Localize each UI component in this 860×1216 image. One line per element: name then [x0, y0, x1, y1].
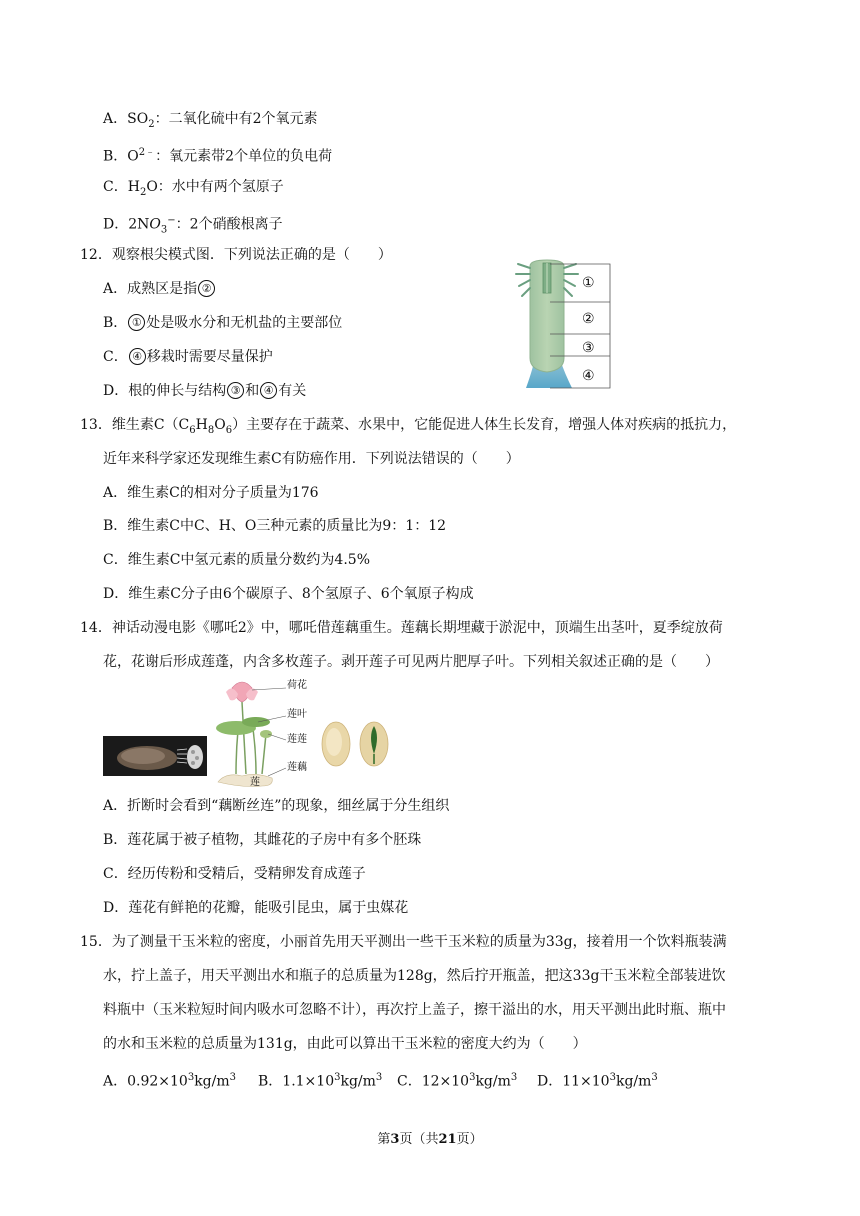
- q14-stem-line1: 14．神话动漫电影《哪吒2》中，哪吒借莲藕重生。莲藕长期埋藏于淤泥中，顶端生出茎叶，夏季绽放荷: [80, 620, 723, 636]
- circled-number: ②: [198, 280, 215, 297]
- fig-label-2: ②: [582, 311, 595, 327]
- q11-option-a: A．$SO_2$：二氧化硫中有2个氧元素: [103, 111, 318, 130]
- q14-option-d: D．莲花有鲜艳的花瓣，能吸引昆虫，属于虫媒花: [103, 900, 409, 916]
- q13-option-a: A．维生素C的相对分子质量为176: [103, 485, 319, 501]
- label-lotus-rhizome: 莲藕: [287, 762, 307, 773]
- q13-stem-line2: 近年来科学家还发现维生素C有防癌作用．下列说法错误的（ ）: [103, 451, 520, 467]
- fig-label-1: ①: [582, 275, 595, 291]
- q12-option-b: B． ① 处是吸水分和无机盐的主要部位: [103, 315, 343, 331]
- q11-option-b: B．$O^{2﹣}$：氧元素带2个单位的负电荷: [103, 147, 333, 165]
- q12-option-c: C． ④ 移栽时需要尽量保护: [103, 349, 273, 365]
- q13-option-b: B．维生素C中C、H、O三种元素的质量比为9：1：12: [103, 518, 447, 534]
- q15-option-a: A．$0.92\times 10^3kg/m^3$: [103, 1072, 237, 1090]
- root-tip-figure: [510, 258, 616, 392]
- q13-stem-line1: 13．维生素$C(C_6H_8O_6)$主要存在于蔬菜、水果中，它能促进人体生长发育，增强人体对疾病的抵抗力，: [80, 417, 737, 436]
- circled-number: ④: [129, 348, 146, 365]
- q13-option-d: D．维生素C分子由6个碳原子、8个氢原子、6个氧原子构成: [103, 586, 474, 602]
- q14-option-a: A．折断时会看到“藕断丝连”的现象，细丝属于分生组织: [103, 798, 450, 814]
- q12-stem: 12．观察根尖模式图．下列说法正确的是（ ）: [80, 247, 392, 263]
- page-footer: 第3页（共21页）: [377, 1132, 483, 1147]
- lotus-seed-figure: [314, 716, 394, 772]
- q15-stem-line4: 的水和玉米粒的总质量为131g，由此可以算出干玉米粒的密度大约为（ ）: [103, 1036, 587, 1052]
- lotus-root-photo: [103, 736, 207, 776]
- q15-stem-line3: 料瓶中（玉米粒短时间内吸水可忽略不计），再次拧上盖子，擦干溢出的水，用天平测出此时瓶、瓶中: [103, 1002, 726, 1018]
- label-lotus-pod: 莲莲: [287, 734, 307, 745]
- q14-option-c: C．经历传粉和受精后，受精卵发育成莲子: [103, 866, 366, 882]
- q12-option-d: D．根的伸长与结构 ③ 和 ④ 有关: [103, 383, 307, 399]
- circled-number: ③: [227, 382, 244, 399]
- label-lotus-leaf: 莲叶: [287, 709, 307, 720]
- q15-stem-line1: 15．为了测量干玉米粒的密度，小丽首先用天平测出一些干玉米粒的质量为33g，接着用一个饮料瓶装满: [80, 934, 727, 950]
- q15-option-b: B．$1.1\times 10^3kg/m^3$: [258, 1072, 383, 1090]
- q12-option-a: A．成熟区是指 ②: [103, 279, 216, 299]
- q14-option-b: B．莲花属于被子植物，其雌花的子房中有多个胚珠: [103, 832, 422, 848]
- page-number: 3: [390, 1132, 400, 1147]
- circled-number: ①: [128, 314, 145, 331]
- label-lotus-flower: 荷花: [287, 680, 307, 691]
- label-lotus-plant: 莲: [250, 777, 260, 788]
- q11-option-d: D．$2NO_3^-$：2个硝酸根离子: [103, 215, 283, 236]
- q15-option-d: D．$11\times 10^3kg/m^3$: [537, 1072, 658, 1090]
- q13-option-c: C．维生素C中氢元素的质量分数约为4.5%: [103, 552, 370, 568]
- fig-label-3: ③: [582, 340, 595, 356]
- fig-label-4: ④: [582, 368, 595, 384]
- q15-option-c: C．$12\times 10^3kg/m^3$: [397, 1072, 518, 1090]
- page-total: 21: [438, 1132, 457, 1147]
- q15-stem-line2: 水，拧上盖子，用天平测出水和瓶子的总质量为128g，然后拧开瓶盖，把这33g干玉米粒全部装进饮: [103, 968, 726, 984]
- q11-option-c: C．$H_2O$：水中有两个氢原子: [103, 179, 284, 198]
- q14-stem-line2: 花，花谢后形成莲蓬，内含多枚莲子。剥开莲子可见两片肥厚子叶。下列相关叙述正确的是（ ）: [103, 654, 719, 670]
- circled-number: ④: [260, 382, 277, 399]
